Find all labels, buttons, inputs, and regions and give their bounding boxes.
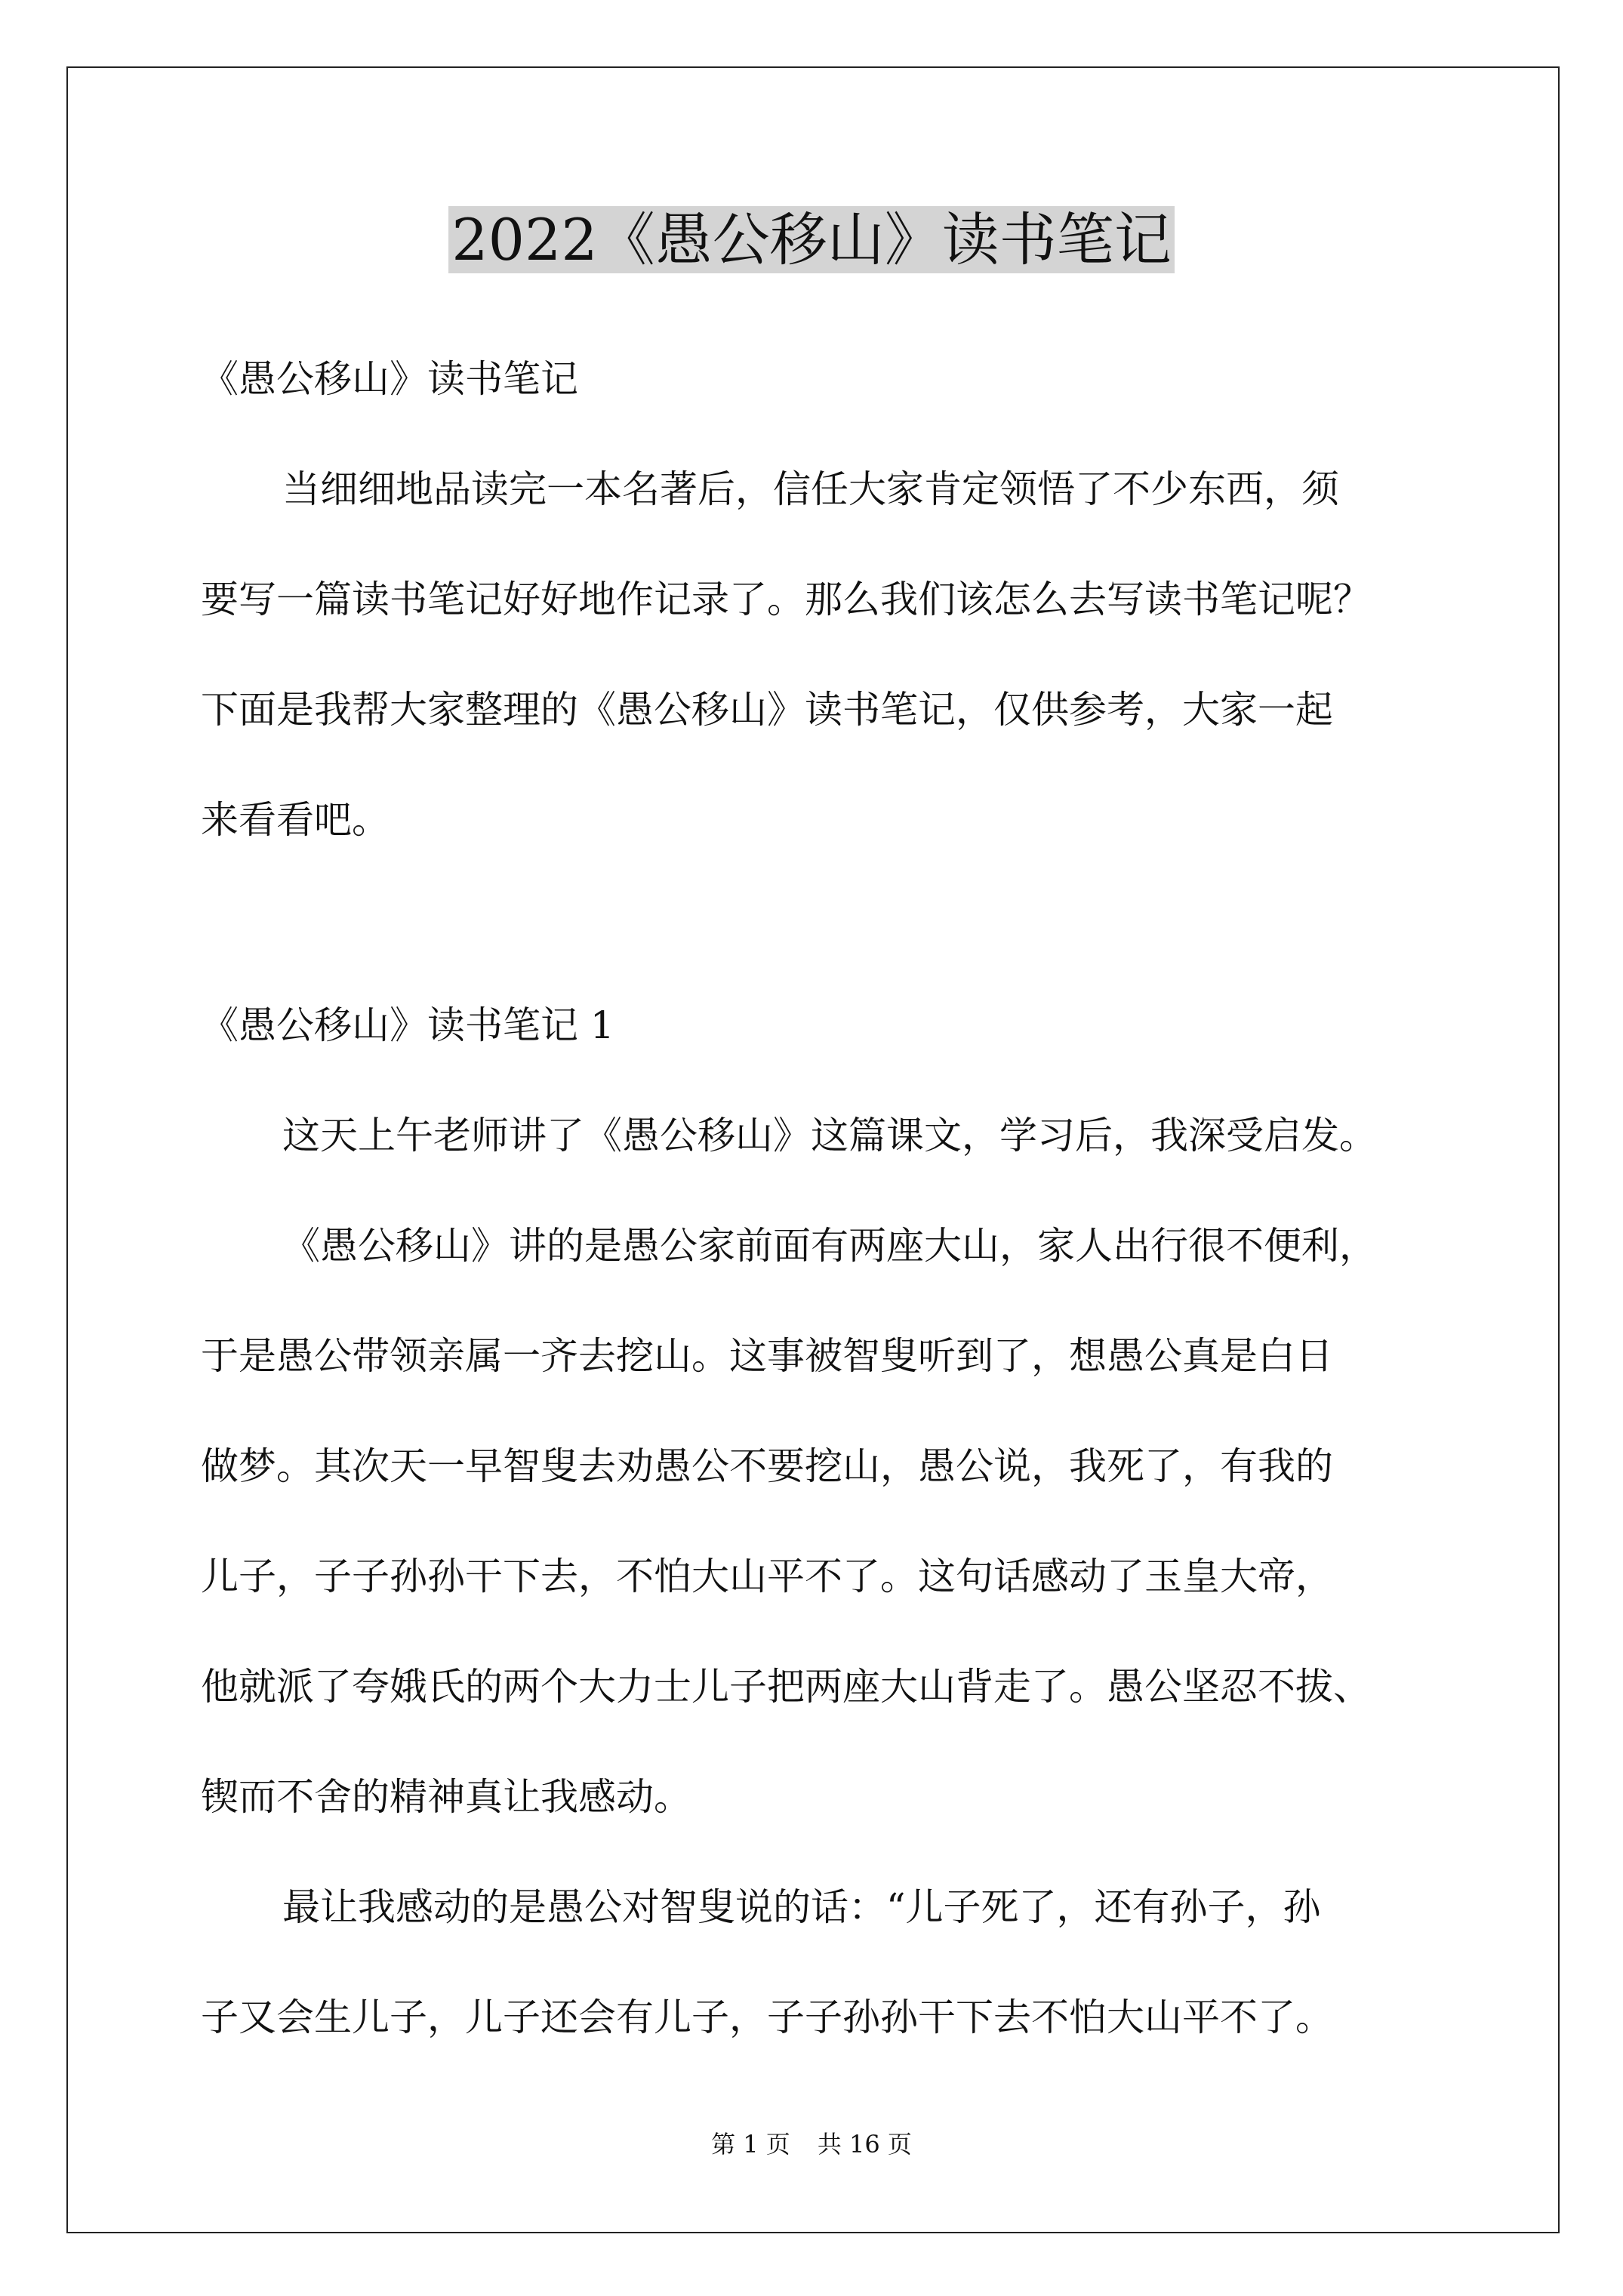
intro-line: 来看看吧。 bbox=[201, 798, 390, 842]
intro-line: 要写一篇读书笔记好好地作记录了。那么我们该怎么去写读书笔记呢？ bbox=[201, 578, 1371, 621]
paragraph-line: 《愚公移山》讲的是愚公家前面有两座大山，家人出行很不便利， bbox=[282, 1224, 1377, 1268]
paragraph-line: 他就派了夸娥氏的两个大力士儿子把两座大山背走了。愚公坚忍不拔、 bbox=[201, 1665, 1371, 1709]
total-pages: 共 16 页 bbox=[817, 2130, 912, 2159]
document-subtitle: 《愚公移山》读书笔记 bbox=[201, 357, 578, 401]
paragraph-line: 最让我感动的是愚公对智叟说的话：“儿子死了，还有孙子，孙 bbox=[282, 1885, 1321, 1929]
intro-line: 当细细地品读完一本名著后，信任大家肯定领悟了不少东西，须 bbox=[282, 467, 1339, 511]
paragraph-line: 子又会生儿子，儿子还会有儿子，子子孙孙干下去不怕大山平不了。 bbox=[201, 1996, 1333, 2039]
section-heading: 《愚公移山》读书笔记 1 bbox=[201, 1003, 614, 1047]
paragraph-line: 做梦。其次天一早智叟去劝愚公不要挖山，愚公说，我死了，有我的 bbox=[201, 1444, 1333, 1488]
paragraph-line: 这天上午老师讲了《愚公移山》这篇课文，学习后，我深受启发。 bbox=[282, 1114, 1377, 1157]
paragraph-line: 儿子，子子孙孙干下去，不怕大山平不了。这句话感动了玉皇大帝， bbox=[201, 1555, 1333, 1598]
document-title-text: 2022《愚公移山》读书笔记 bbox=[448, 206, 1174, 273]
document-title bbox=[0, 202, 1623, 278]
paragraph-line: 锲而不舍的精神真让我感动。 bbox=[201, 1775, 691, 1819]
intro-line: 下面是我帮大家整理的《愚公移山》读书笔记，仅供参考，大家一起 bbox=[201, 688, 1333, 732]
page-number: 第 1 页 bbox=[711, 2130, 790, 2159]
paragraph-line: 于是愚公带领亲属一齐去挖山。这事被智叟听到了，想愚公真是白日 bbox=[201, 1334, 1333, 1378]
page-footer bbox=[0, 2129, 1623, 2159]
